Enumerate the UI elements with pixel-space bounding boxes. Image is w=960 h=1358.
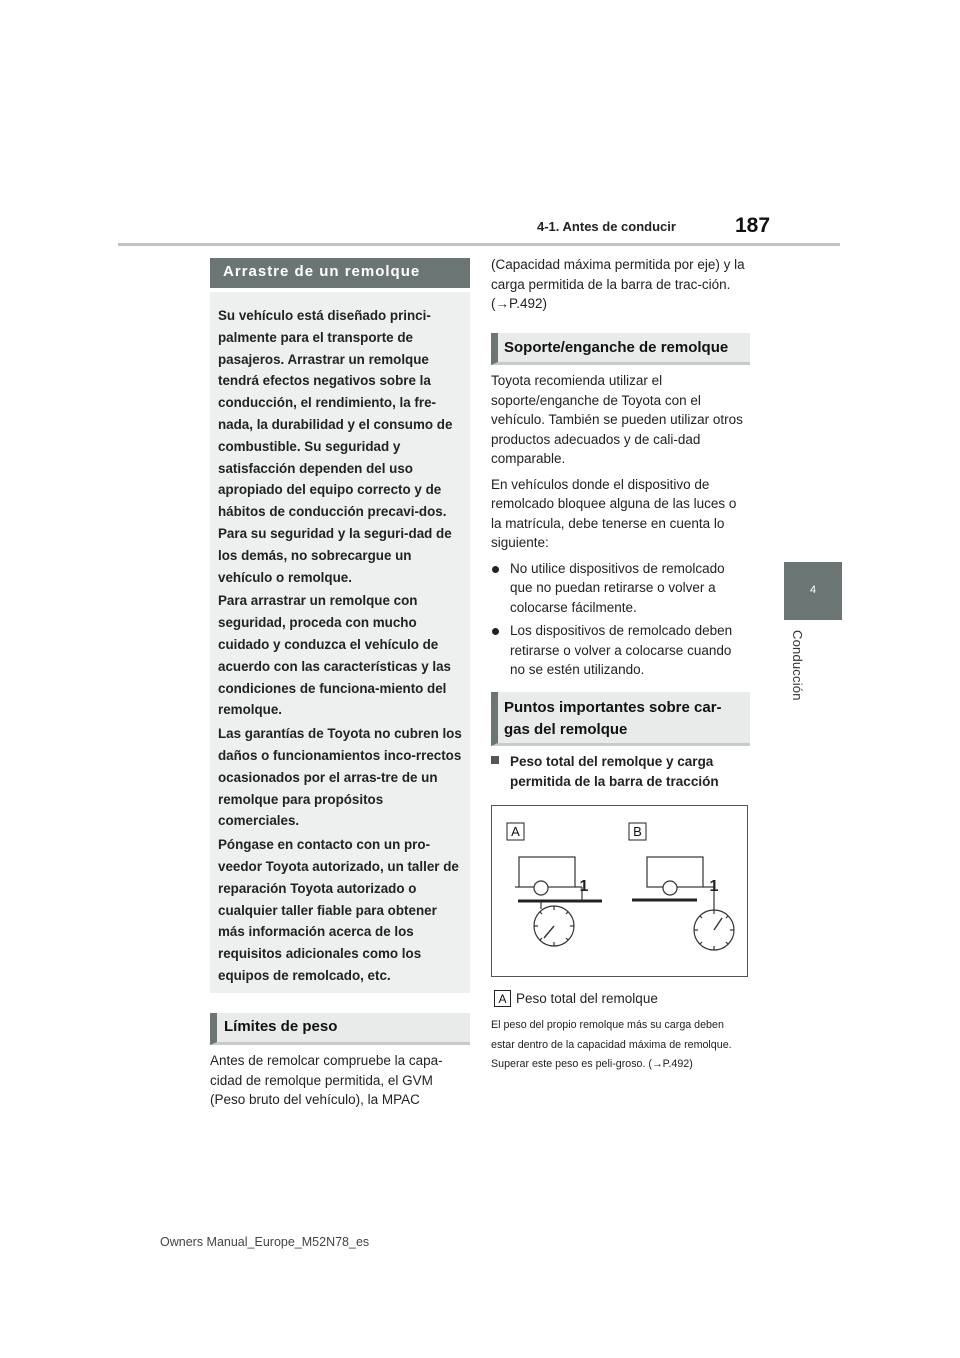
caption-label-box bbox=[494, 990, 511, 1007]
hitch-paragraph: Toyota recomienda utilizar el soporte/enganche de Toyota con el vehículo. También se pueden utilizar otros productos adecuados y de cali-dad comparable. bbox=[491, 373, 743, 466]
footer-text: Owners Manual_Europe_M52N78_es bbox=[160, 1235, 370, 1249]
figure-marker-b: 1 bbox=[709, 878, 719, 895]
bullet-icon bbox=[492, 628, 499, 635]
square-bullet-icon bbox=[491, 756, 499, 764]
figure-label-a: A bbox=[511, 824, 520, 839]
trailer-b-drawing bbox=[632, 857, 734, 950]
heading-hitch bbox=[491, 333, 750, 365]
list-item bbox=[491, 621, 749, 680]
caption-label: A bbox=[498, 992, 507, 1006]
intro-paragraph: Para arrastrar un remolque con seguridad, proceda con mucho cuidado y conduzca el vehículo de acuerdo con las características y las condiciones de funciona-miento del remolque. bbox=[218, 593, 451, 718]
heading-towing-text: Arrastre de un remolque bbox=[223, 263, 421, 280]
heading-weight-limits-text: Límites de peso bbox=[224, 1018, 338, 1035]
caption-title: Peso total del remolque bbox=[516, 991, 658, 1006]
weight-figure bbox=[491, 805, 748, 977]
chapter-tab-number: 4 bbox=[809, 584, 817, 596]
heading-towing bbox=[210, 258, 470, 288]
hitch-paragraph: En vehículos donde el dispositivo de remolcado bloquee alguna de las luces o la matrícula, debe tenerse en cuenta lo siguiente: bbox=[491, 476, 737, 550]
subheading-text: Peso total del remolque y carga permitida de la barra de tracción bbox=[510, 754, 719, 789]
weight-text bbox=[210, 1051, 468, 1110]
intro-text bbox=[218, 305, 466, 987]
figure-label-b: B bbox=[633, 824, 642, 839]
list-item bbox=[491, 559, 749, 618]
intro-paragraph: Las garantías de Toyota no cubren los daños o funcionamientos inco-rrectos ocasionados por el arras-tre de un remolque para propósitos comerciales. bbox=[218, 726, 462, 829]
intro-paragraph: Póngase en contacto con un pro-veedor Toyota autorizado, un taller de reparación Toyota autorizado o cualquier taller fiable para obtener más información acerca de los requisitos adicionales como los equipos de remolcado, etc. bbox=[218, 837, 459, 983]
page-number: 187 bbox=[735, 214, 771, 237]
caption-text: El peso del propio remolque más su carga deben estar dentro de la capacidad máxima de remolque. Superar este peso es peli-groso. (→P.492) bbox=[491, 1019, 732, 1070]
continued-paragraph: (Capacidad máxima permitida por eje) y la carga permitida de la barra de trac-ción. (→P.492) bbox=[491, 257, 745, 311]
list-item-text: No utilice dispositivos de remolcado que no puedan retirarse o volver a colocarse fácilmente. bbox=[510, 560, 725, 615]
continued-text bbox=[491, 255, 749, 314]
list-item-text: Los dispositivos de remolcado deben retirarse o volver a colocarse cuando no se estén utilizando. bbox=[510, 623, 733, 677]
subheading-total-weight bbox=[491, 752, 749, 791]
trailer-scale-illustration bbox=[492, 806, 747, 976]
intro-paragraph: Su vehículo está diseñado princi-palmente para el transporte de pasajeros. Arrastrar un remolque tendrá efectos negativos sobre la conducción, el rendimiento, la fre-nada, la durabilidad y el consumo de combustible. Su seguridad y satisfacción dependen del uso apropiado del equipo correcto y de hábitos de conducción precavi-dos. Para su seguridad y la seguri-dad de los demás, no sobrecargue un vehículo o remolque. bbox=[218, 308, 453, 585]
bullet-icon bbox=[492, 566, 499, 573]
heading-trailer-loads bbox=[491, 692, 750, 746]
header-rule bbox=[118, 243, 840, 246]
chapter-tab-label: Conducción bbox=[790, 630, 805, 701]
figure-marker-a: 1 bbox=[579, 878, 589, 895]
heading-weight-limits bbox=[210, 1013, 470, 1045]
hitch-text bbox=[491, 371, 749, 680]
section-label: 4-1. Antes de conducir bbox=[537, 219, 676, 234]
weight-paragraph: Antes de remolcar compruebe la capa-cidad de remolque permitida, el GVM (Peso bruto del vehículo), la MPAC bbox=[210, 1053, 443, 1107]
heading-trailer-loads-text: Puntos importantes sobre car-gas del remolque bbox=[504, 699, 722, 738]
trailer-a-drawing bbox=[515, 857, 602, 946]
heading-hitch-text: Soporte/enganche de remolque bbox=[504, 339, 729, 356]
